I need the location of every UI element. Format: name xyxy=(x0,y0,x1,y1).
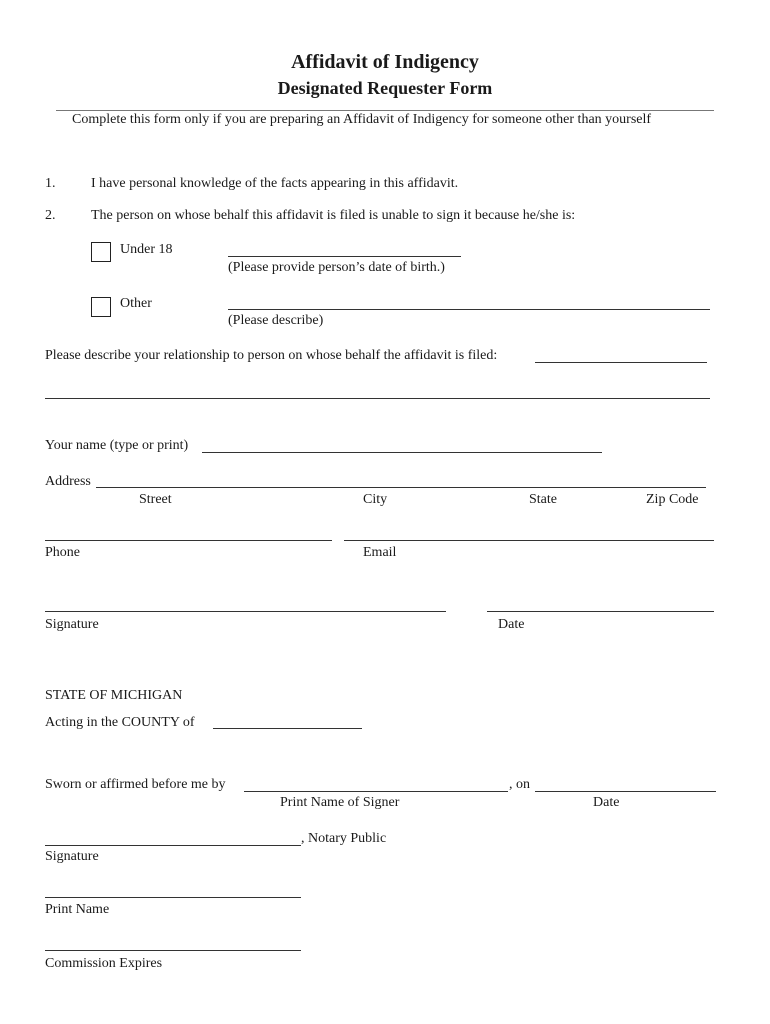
notary-print-name-field[interactable] xyxy=(45,897,301,898)
form-title: Affidavit of Indigency xyxy=(291,51,479,73)
instruction-text: Complete this form only if you are preparing an Affidavit of Indigency for someone other than yourself xyxy=(72,112,652,127)
state-of-michigan: STATE OF MICHIGAN xyxy=(45,688,183,703)
item-1-text: I have personal knowledge of the facts appearing in this affidavit. xyxy=(91,176,459,191)
on-label: , on xyxy=(509,777,530,792)
sworn-date-field[interactable] xyxy=(535,791,716,792)
signer-name-field[interactable] xyxy=(244,791,508,792)
notary-signature-field[interactable] xyxy=(45,845,301,846)
relationship-label: Please describe your relationship to person on whose behalf the affidavit is filed: xyxy=(45,348,498,363)
street-caption: Street xyxy=(139,492,172,507)
other-description-hint: (Please describe) xyxy=(228,313,324,328)
other-label: Other xyxy=(120,296,152,311)
date-of-birth-hint: (Please provide person’s date of birth.) xyxy=(228,260,445,275)
item-2-text: The person on whose behalf this affidavit is filed is unable to sign it because he/she is: xyxy=(91,208,576,223)
other-description-field[interactable] xyxy=(228,309,710,310)
signature-caption: Signature xyxy=(45,617,99,632)
your-name-field[interactable] xyxy=(202,452,602,453)
signature-field[interactable] xyxy=(45,611,446,612)
form-subtitle: Designated Requester Form xyxy=(277,78,493,98)
header-divider xyxy=(56,110,714,111)
date-of-birth-field[interactable] xyxy=(228,256,461,257)
city-caption: City xyxy=(363,492,388,507)
commission-expires-caption: Commission Expires xyxy=(45,956,163,971)
item-1-number: 1. xyxy=(45,176,56,191)
phone-caption: Phone xyxy=(45,545,80,560)
relationship-field[interactable] xyxy=(535,362,707,363)
county-field[interactable] xyxy=(213,728,362,729)
sworn-label: Sworn or affirmed before me by xyxy=(45,777,226,792)
notary-public-label: , Notary Public xyxy=(301,831,387,846)
state-caption: State xyxy=(529,492,557,507)
print-name-of-signer-caption: Print Name of Signer xyxy=(280,795,400,810)
email-caption: Email xyxy=(363,545,397,560)
date-caption: Date xyxy=(498,617,525,632)
under-18-checkbox[interactable] xyxy=(91,242,111,262)
relationship-field-continued[interactable] xyxy=(45,398,710,399)
sworn-date-caption: Date xyxy=(593,795,620,810)
address-label: Address xyxy=(45,474,91,489)
notary-signature-caption: Signature xyxy=(45,849,99,864)
other-checkbox[interactable] xyxy=(91,297,111,317)
address-field[interactable] xyxy=(96,487,706,488)
date-field[interactable] xyxy=(487,611,714,612)
zip-code-caption: Zip Code xyxy=(646,492,699,507)
notary-print-name-caption: Print Name xyxy=(45,902,110,917)
your-name-label: Your name (type or print) xyxy=(45,438,189,453)
county-label: Acting in the COUNTY of xyxy=(45,715,195,730)
item-2-number: 2. xyxy=(45,208,56,223)
phone-field[interactable] xyxy=(45,540,332,541)
commission-expires-field[interactable] xyxy=(45,950,301,951)
email-field[interactable] xyxy=(344,540,714,541)
under-18-label: Under 18 xyxy=(120,242,173,257)
